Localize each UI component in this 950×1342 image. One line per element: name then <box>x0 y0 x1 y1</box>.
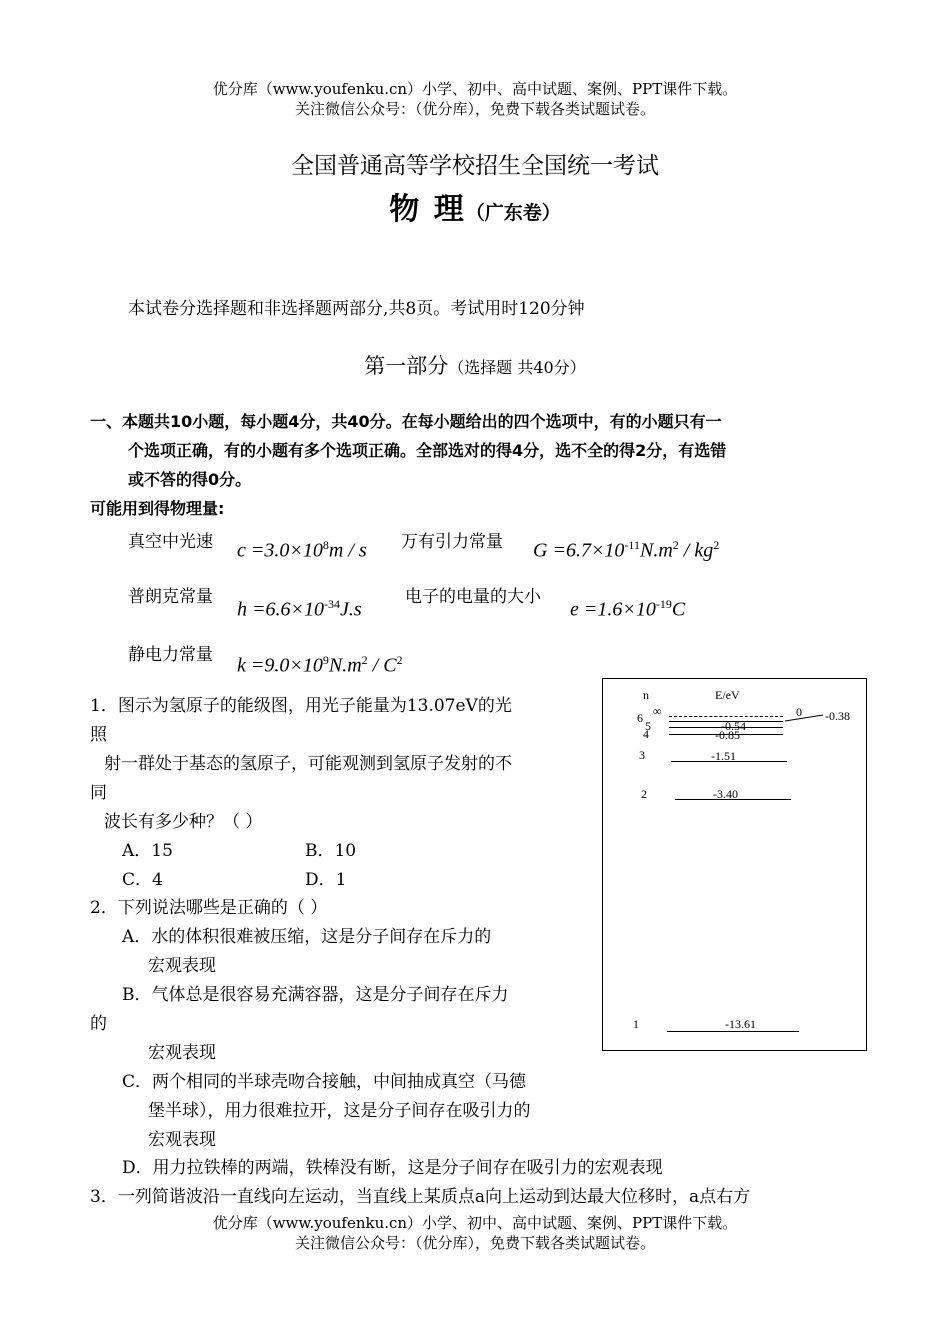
q1-option-c: C．4 <box>122 870 163 890</box>
q1-line-1: 1．图示为氢原子的能级图，用光子能量为13.07eV的光 <box>90 696 512 716</box>
q2-option-a-line-1: A．水的体积很难被压缩，这是分子间存在斥力的 <box>122 927 492 947</box>
header-line-2: 关注微信公众号：（优分库），免费下载各类试题试卷。 <box>294 100 655 118</box>
q2-option-c-line-1: C．两个相同的半球壳吻合接触，中间抽成真空（马德 <box>122 1072 527 1092</box>
q3-line-1: 3．一列简谐波沿一直线向左运动，当直线上某质点a向上运动到达最大位移时，a点右方 <box>90 1187 751 1207</box>
energy-level-diagram <box>602 678 867 1051</box>
diagram-e2-label: -3.40 <box>713 787 738 801</box>
diagram-n4-label: 4 <box>643 727 649 741</box>
subject-name: 物 理 <box>389 192 466 227</box>
const-k-formula: $k =9.0\times 10^9N.m^2 / C^2$ <box>237 653 403 677</box>
diagram-zero-label: 0 <box>796 705 802 719</box>
const-k-label: 静电力常量 <box>128 645 213 665</box>
diagram-e1-label: -13.61 <box>725 1017 756 1031</box>
section1-line-3: 或不答的得0分。 <box>128 470 252 489</box>
subject-title <box>0 184 950 228</box>
q2-option-c-line-2: 堡半球），用力很难拉开，这是分子间存在吸引力的 <box>148 1101 531 1121</box>
diagram-n3-label: 3 <box>639 748 645 762</box>
diagram-e3-label: -1.51 <box>711 749 736 763</box>
leader-line-icon <box>783 709 828 729</box>
q1-option-b: B．10 <box>305 841 357 861</box>
q2-option-a-line-2: 宏观表现 <box>148 956 216 976</box>
q1-line-4: 同 <box>90 783 107 803</box>
q2-option-c-line-3: 宏观表现 <box>148 1130 216 1150</box>
diagram-e5-label: -0.54 <box>721 719 746 733</box>
part1-subtitle: （选择题 共40分） <box>448 358 586 377</box>
level-infinity-line <box>669 716 783 717</box>
q2-option-b-line-3: 宏观表现 <box>148 1043 216 1063</box>
q2-option-b-line-2: 的 <box>90 1014 107 1034</box>
diagram-energy-header: E/eV <box>715 688 740 702</box>
header-line-1: 优分库（www.youfenku.cn）小学、初中、高中试题、案例、PPT课件下载。 <box>212 80 738 98</box>
constants-title: 可能用到得物理量: <box>90 499 225 518</box>
diagram-e6-label: -0.38 <box>825 709 850 723</box>
q1-line-3: 射一群处于基态的氢原子，可能观测到氢原子发射的不 <box>104 754 512 774</box>
diagram-e4-label: -0.85 <box>715 728 740 742</box>
section1-line-2: 个选项正确，有的小题有多个选项正确。全部选对的得4分，选不全的得2分，有选错 <box>128 441 727 460</box>
q2-option-d: D．用力拉铁棒的两端，铁棒没有断，这是分子间存在吸引力的宏观表现 <box>122 1158 663 1178</box>
part1-title: 第一部分 <box>364 354 449 378</box>
footer-line-2: 关注微信公众号：（优分库），免费下载各类试题试卷。 <box>294 1234 655 1252</box>
const-G-label: 万有引力常量 <box>401 532 503 552</box>
const-h-label: 普朗克常量 <box>128 587 213 607</box>
part1-heading <box>0 350 950 380</box>
const-c-label: 真空中光速 <box>128 532 213 552</box>
q1-option-d: D．1 <box>305 870 347 890</box>
q1-line-2: 照 <box>90 725 107 745</box>
diagram-n6-label: 6 <box>637 711 643 725</box>
const-h-formula: $h =6.6\times 10^{-34}J.s$ <box>237 597 362 621</box>
diagram-n1-label: 1 <box>633 1017 639 1031</box>
const-G-formula: $G =6.7\times 10^{-11}N.m^2 / kg^2$ <box>533 538 720 562</box>
subject-edition: （广东卷） <box>465 202 561 224</box>
diagram-infinity-label: ∞ <box>653 704 662 718</box>
const-c-formula: $c =3.0\times 10^8m / s$ <box>237 538 367 562</box>
diagram-n5-label: 5 <box>645 719 651 733</box>
q2-stem: 2．下列说法哪些是正确的（ ） <box>90 898 328 918</box>
q1-line-5: 波长有多少种？（ ） <box>104 812 263 832</box>
diagram-n-header: n <box>643 688 649 702</box>
q1-option-a: A．15 <box>122 841 173 861</box>
footer-line-1: 优分库（www.youfenku.cn）小学、初中、高中试题、案例、PPT课件下载。 <box>212 1214 738 1232</box>
intro-text: 本试卷分选择题和非选择题两部分,共8页。考试用时120分钟 <box>128 299 585 319</box>
q2-option-b-line-1: B．气体总是很容易充满容器，这是分子间存在斥力 <box>122 985 509 1005</box>
diagram-n2-label: 2 <box>641 787 647 801</box>
const-e-label: 电子的电量的大小 <box>405 587 541 607</box>
exam-title: 全国普通高等学校招生全国统一考试 <box>291 153 659 179</box>
section1-line-1: 一、本题共10小题，每小题4分，共40分。在每小题给出的四个选项中，有的小题只有一 <box>90 412 722 431</box>
const-e-formula: $e =1.6\times 10^{-19}C$ <box>570 597 686 621</box>
